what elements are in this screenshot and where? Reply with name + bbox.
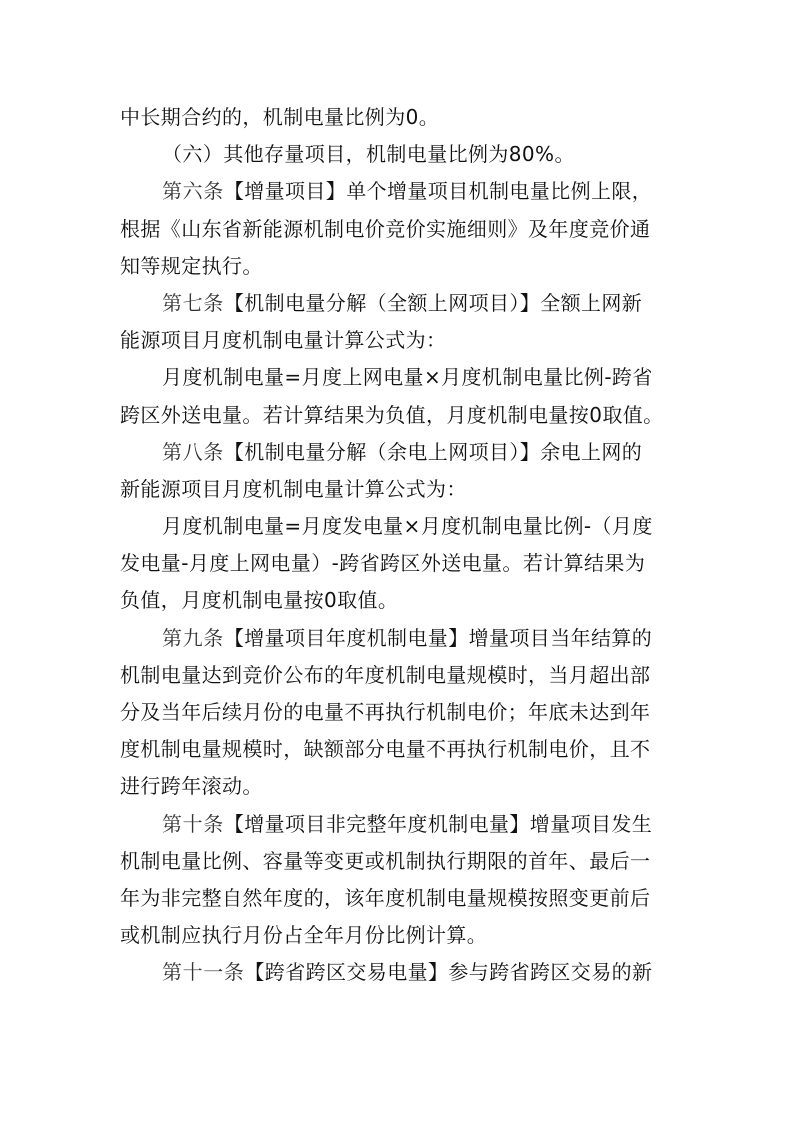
- article-number: 第十一条: [162, 960, 245, 985]
- line-text: 中长期合约的，机制电量比例为0。: [120, 105, 440, 129]
- line-text: 【机制电量分解（余电上网项目）】余电上网的: [223, 439, 643, 464]
- line-text: 年为非完整自然年度的，该年度机制电量规模按照变更前后: [120, 885, 651, 910]
- article-line: [120, 173, 676, 210]
- line-text: 机制电量比例、容量等变更或机制执行期限的首年、最后一: [120, 848, 651, 873]
- article-number: 第七条: [162, 290, 224, 315]
- line-text: 【增量项目】单个增量项目机制电量比例上限，: [223, 179, 653, 204]
- line-text: 能源项目月度机制电量计算公式为：: [120, 328, 447, 353]
- text-line: [120, 657, 676, 694]
- text-line: [120, 917, 676, 954]
- text-line: [120, 136, 676, 173]
- line-text: 度机制电量规模时，缺额部分电量不再执行机制电价，且不: [120, 737, 651, 762]
- text-line: [120, 397, 676, 434]
- line-text: 跨区外送电量。若计算结果为负值，月度机制电量按0取值。: [120, 402, 664, 427]
- line-text: 知等规定执行。: [120, 253, 263, 278]
- line-text: 月度机制电量=月度发电量×月度机制电量比例-（月度: [162, 514, 653, 539]
- article-line: [120, 620, 676, 657]
- line-text: 【增量项目非完整年度机制电量】增量项目发生: [223, 811, 653, 836]
- line-text: 【增量项目年度机制电量】增量项目当年结算的: [223, 625, 653, 650]
- text-line: [120, 99, 676, 136]
- article-line: [120, 434, 676, 471]
- line-text: 【机制电量分解（全额上网项目）】全额上网新: [223, 290, 643, 315]
- line-text: 负值，月度机制电量按0取值。: [120, 588, 399, 613]
- text-line: [120, 768, 676, 805]
- line-text: 分及当年后续月份的电量不再执行机制电价；年底未达到年: [120, 700, 651, 724]
- text-line: [120, 731, 676, 768]
- article-number: 第六条: [162, 179, 224, 204]
- article-number: 第九条: [162, 625, 224, 650]
- document-body: [120, 99, 676, 992]
- text-line: [120, 545, 676, 582]
- text-line: [120, 248, 676, 285]
- text-line: [120, 694, 676, 731]
- line-text: 或机制应执行月份占全年月份比例计算。: [120, 923, 488, 948]
- line-text: 进行跨年滚动。: [120, 774, 263, 799]
- line-text: 机制电量达到竞价公布的年度机制电量规模时，当月超出部: [120, 662, 651, 687]
- line-text: （六）其他存量项目，机制电量比例为80%。: [162, 142, 575, 167]
- text-line: [120, 322, 676, 359]
- line-text: 根据《山东省新能源机制电价竞价实施细则》及年度竞价通: [120, 216, 651, 241]
- article-number: 第十条: [162, 811, 224, 836]
- text-line: [120, 880, 676, 917]
- article-line: [120, 954, 676, 991]
- line-text: 新能源项目月度机制电量计算公式为：: [120, 476, 467, 501]
- article-line: [120, 806, 676, 843]
- text-line: [120, 211, 676, 248]
- text-line: [120, 471, 676, 508]
- article-line: [120, 285, 676, 322]
- line-text: 发电量-月度上网电量）-跨省跨区外送电量。若计算结果为: [120, 551, 646, 576]
- text-line: [120, 582, 676, 619]
- line-text: 【跨省跨区交易电量】参与跨省跨区交易的新: [244, 960, 653, 985]
- formula-line: [120, 508, 676, 545]
- line-text: 月度机制电量=月度上网电量×月度机制电量比例-跨省: [162, 365, 653, 390]
- article-number: 第八条: [162, 439, 224, 464]
- formula-line: [120, 359, 676, 396]
- text-line: [120, 843, 676, 880]
